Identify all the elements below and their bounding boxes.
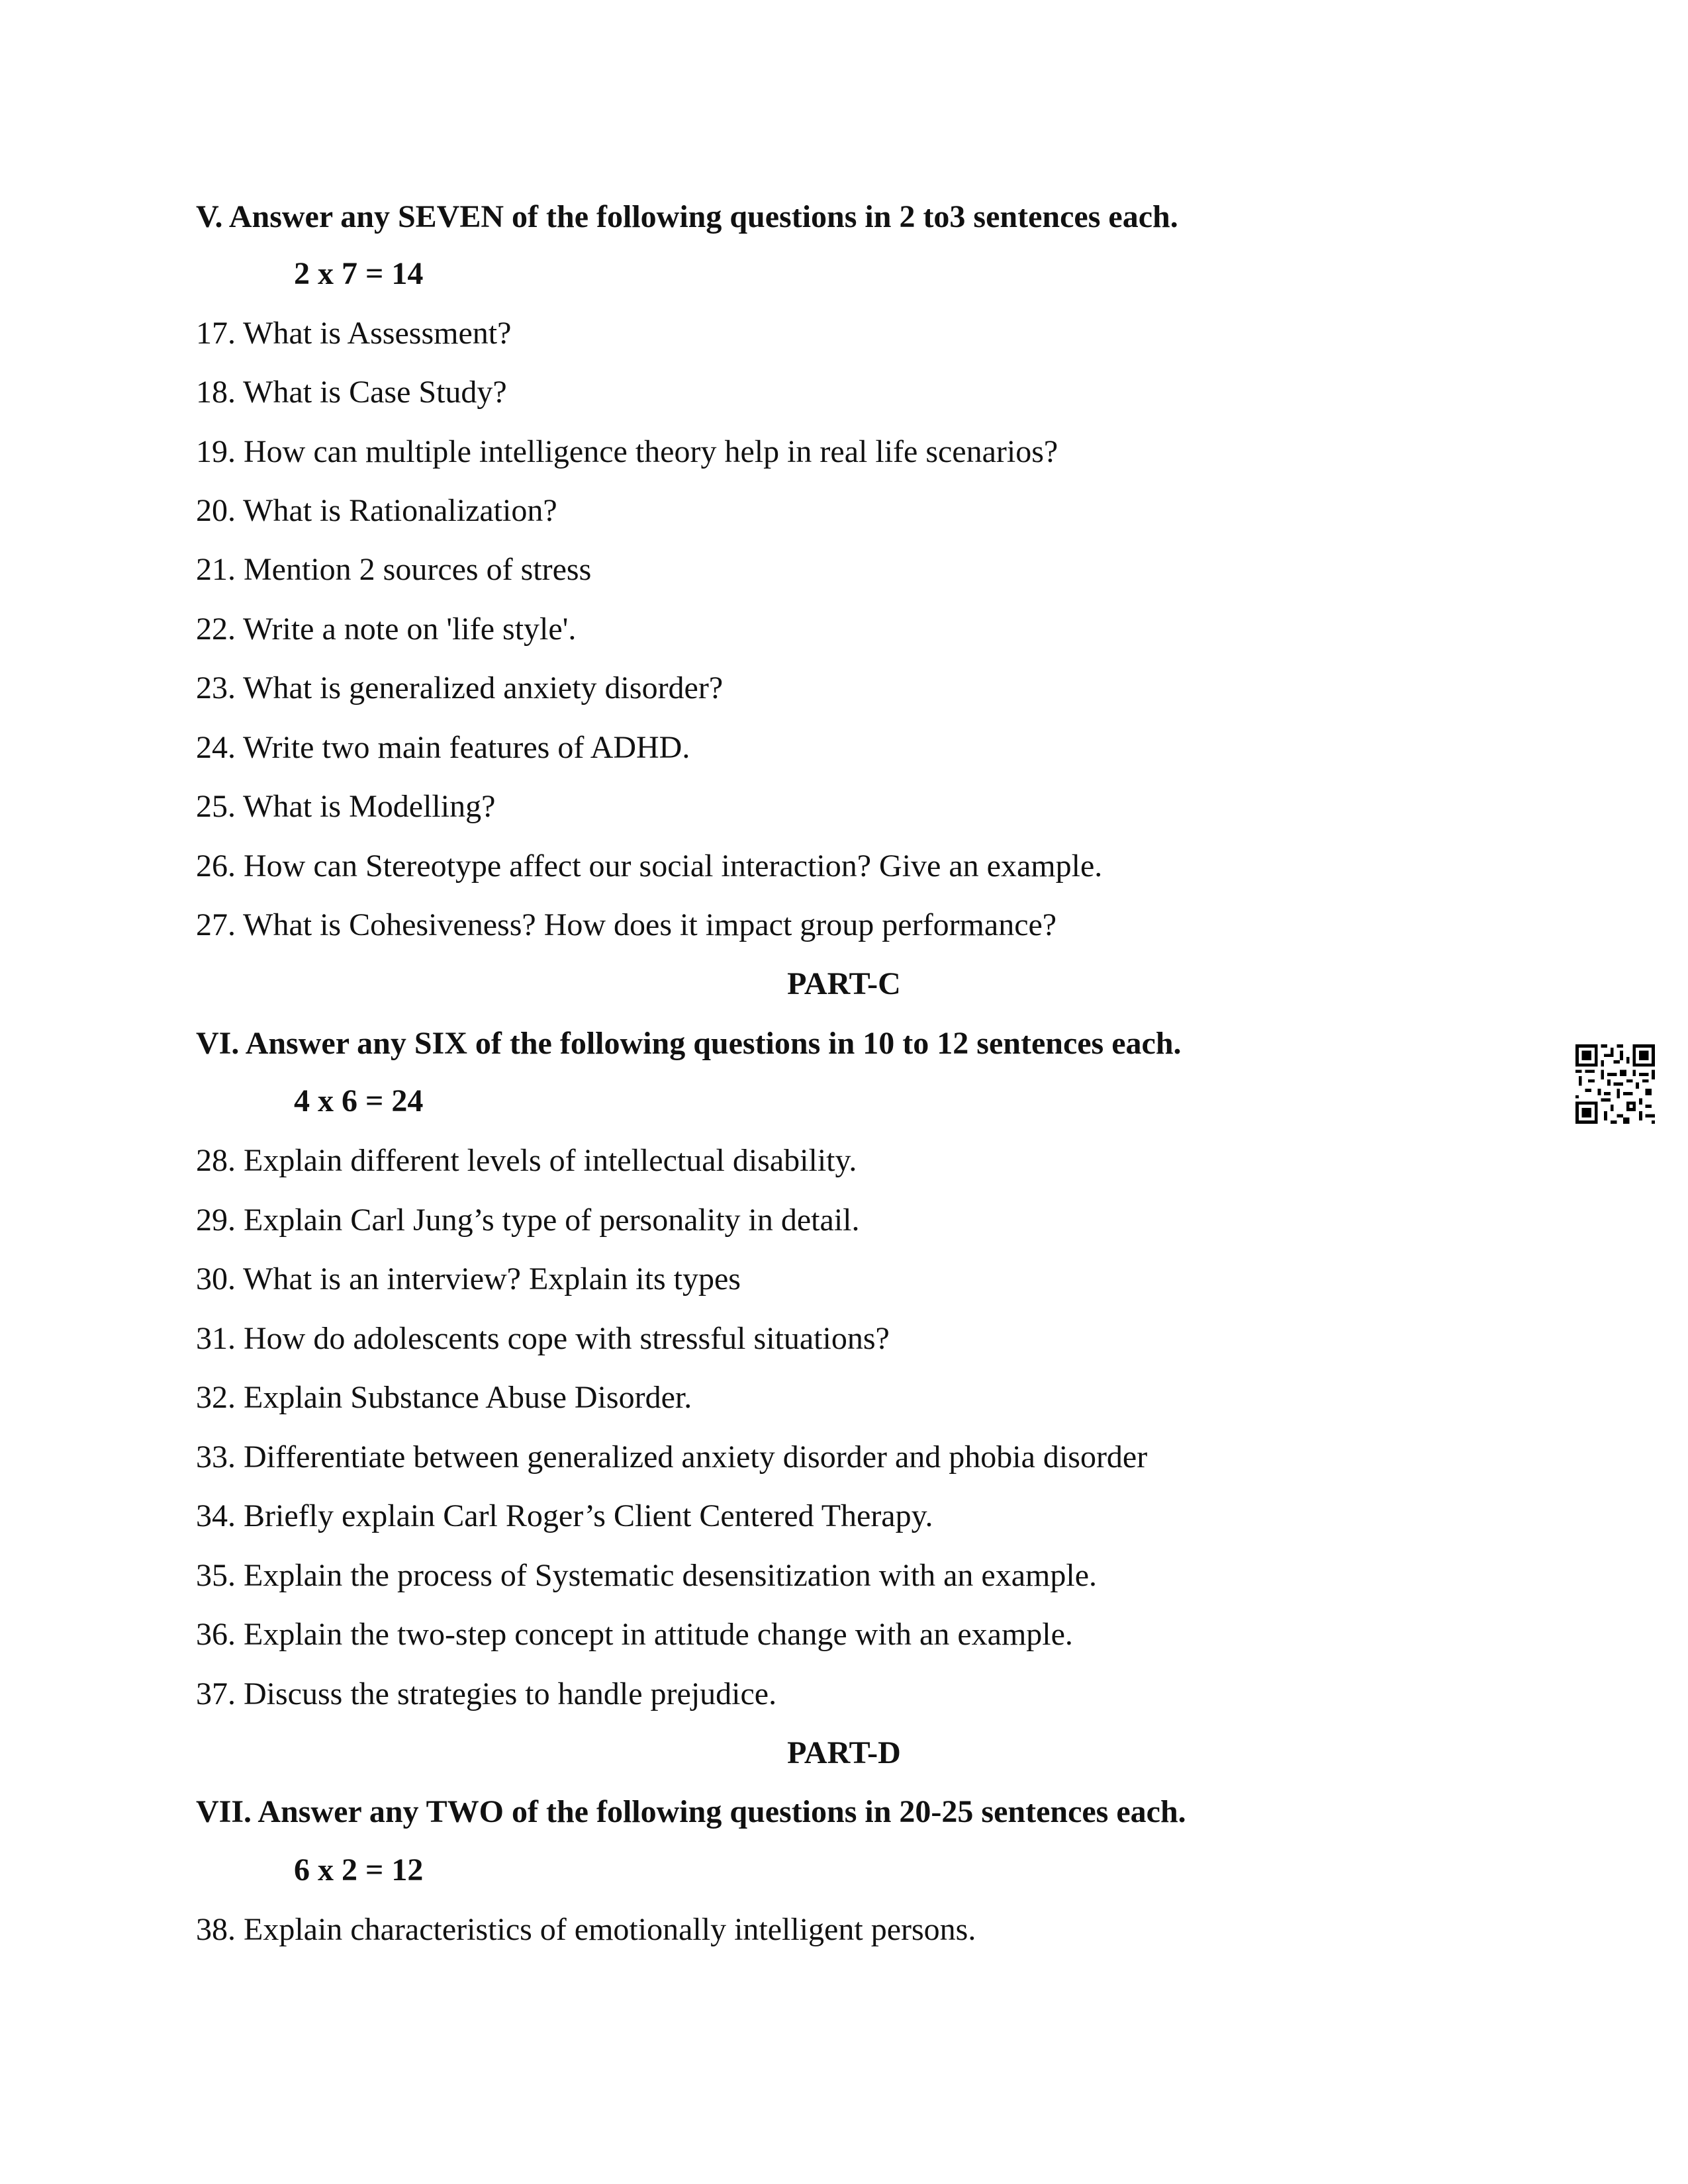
section-v-marks: 2 x 7 = 14 xyxy=(294,256,424,291)
question-27: 27. What is Cohesiveness? How does it impact group performance? xyxy=(196,907,1057,942)
question-34: 34. Briefly explain Carl Roger’s Client Centered Therapy. xyxy=(196,1498,933,1533)
section-v-heading: V. Answer any SEVEN of the following questions in 2 to3 sentences each. xyxy=(196,199,1178,234)
question-23: 23. What is generalized anxiety disorder? xyxy=(196,670,724,705)
question-29: 29. Explain Carl Jung’s type of personality in detail. xyxy=(196,1203,860,1238)
question-31: 31. How do adolescents cope with stressful situations? xyxy=(196,1321,890,1356)
section-vii-marks: 6 x 2 = 12 xyxy=(294,1852,424,1888)
question-33: 33. Differentiate between generalized anxiety disorder and phobia disorder xyxy=(196,1439,1148,1475)
question-36: 36. Explain the two-step concept in attitude change with an example. xyxy=(196,1617,1073,1652)
question-30: 30. What is an interview? Explain its types xyxy=(196,1261,741,1297)
section-vi-heading: VI. Answer any SIX of the following questions in 10 to 12 sentences each. xyxy=(196,1026,1182,1061)
qr-code-icon xyxy=(1575,1044,1655,1124)
question-28: 28. Explain different levels of intellectual disability. xyxy=(196,1143,857,1178)
question-26: 26. How can Stereotype affect our social interaction? Give an example. xyxy=(196,848,1103,884)
section-vi-marks: 4 x 6 = 24 xyxy=(294,1083,424,1118)
question-19: 19. How can multiple intelligence theory help in real life scenarios? xyxy=(196,434,1058,469)
question-25: 25. What is Modelling? xyxy=(196,789,496,824)
question-37: 37. Discuss the strategies to handle prejudice. xyxy=(196,1676,777,1711)
question-20: 20. What is Rationalization? xyxy=(196,493,557,528)
question-17: 17. What is Assessment? xyxy=(196,316,512,351)
part-d-title: PART-D xyxy=(787,1735,901,1770)
question-32: 32. Explain Substance Abuse Disorder. xyxy=(196,1380,692,1415)
question-21: 21. Mention 2 sources of stress xyxy=(196,552,592,587)
question-38: 38. Explain characteristics of emotionally intelligent persons. xyxy=(196,1912,976,1947)
question-18: 18. What is Case Study? xyxy=(196,375,507,410)
part-c-title: PART-C xyxy=(787,966,901,1001)
question-22: 22. Write a note on 'life style'. xyxy=(196,612,577,647)
question-24: 24. Write two main features of ADHD. xyxy=(196,730,690,765)
section-vii-heading: VII. Answer any TWO of the following questions in 20-25 sentences each. xyxy=(196,1794,1186,1829)
question-35: 35. Explain the process of Systematic desensitization with an example. xyxy=(196,1558,1097,1593)
